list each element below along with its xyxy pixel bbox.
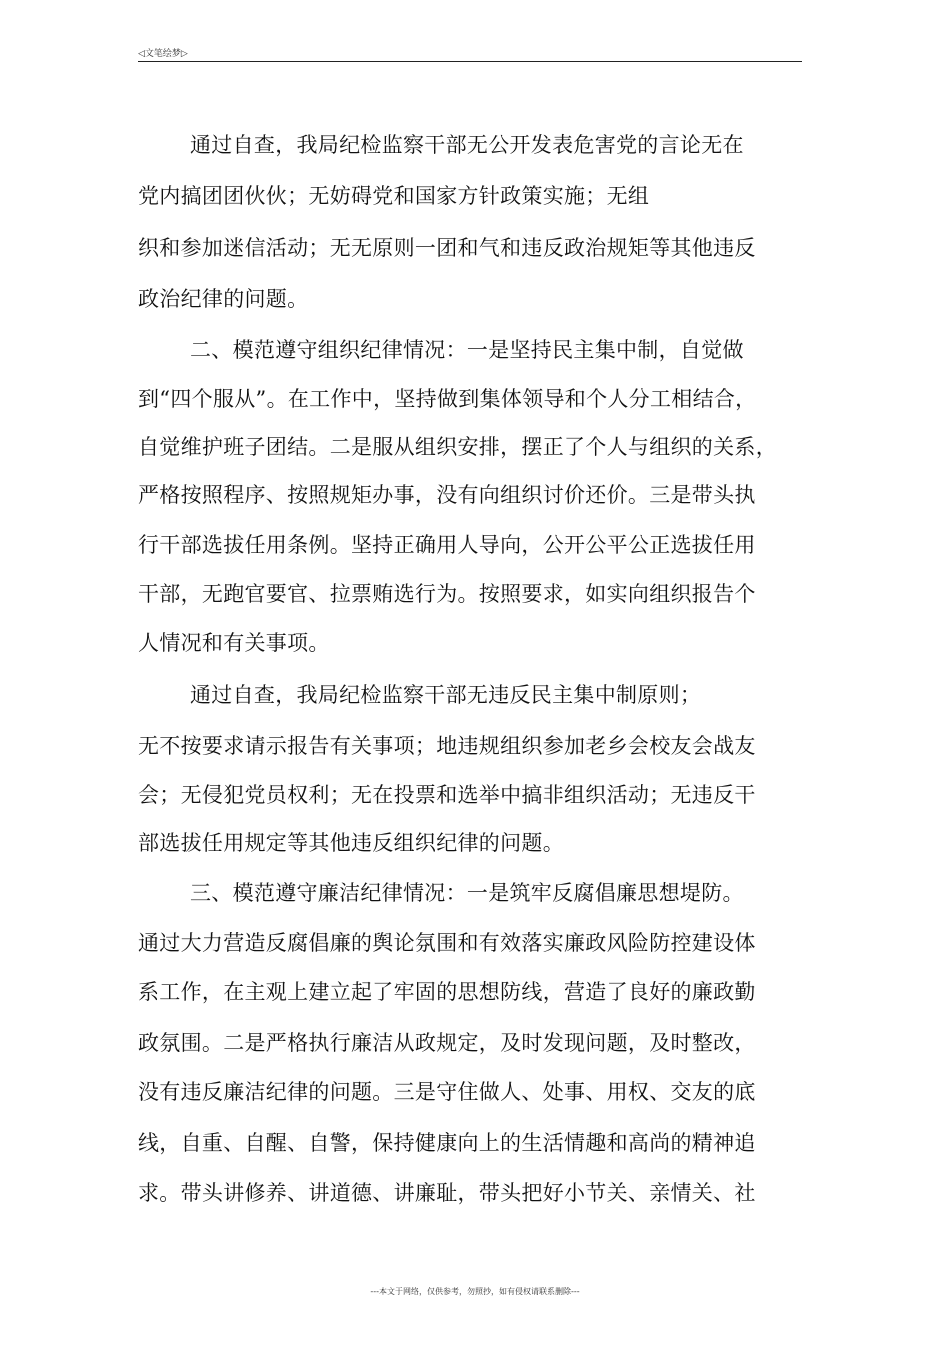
paragraph-4-line-7: 求。带头讲修养、讲道德、讲廉耻，带头把好小节关、亲情关、社 [138,1181,756,1205]
paragraph-1-line-3: 织和参加迷信活动；无无原则一团和气和违反政治规矩等其他违反 [138,236,756,260]
paragraph-4-line-4: 政氛围。二是严格执行廉洁从政规定，及时发现问题，及时整改， [138,1031,756,1055]
paragraph-4-line-6: 线，自重、自醒、自警，保持健康向上的生活情趣和高尚的精神追 [138,1131,756,1155]
paragraph-2-line-5: 行干部选拔任用条例。坚持正确用人导向，公开公平公正选拔任用 [138,533,756,557]
footer-disclaimer: ---本文于网络，仅供参考，勿照抄，如有侵权请联系删除--- [370,1287,580,1296]
paragraph-1-line-4: 政治纪律的问题。 [138,287,309,311]
paragraph-2-line-7: 人情况和有关事项。 [138,631,330,655]
paragraph-4-line-1: 三、模范遵守廉洁纪律情况：一是筑牢反腐倡廉思想堤防。 [190,881,744,905]
paragraph-1-line-2: 党内搞团团伙伙；无妨碍党和国家方针政策实施；无组 [138,184,650,208]
paragraph-3-line-1: 通过自查，我局纪检监察干部无违反民主集中制原则； [190,683,702,707]
paragraph-2-line-4: 严格按照程序、按照规矩办事，没有向组织讨价还价。三是带头执 [138,483,756,507]
paragraph-3-line-4: 部选拔任用规定等其他违反组织纪律的问题。 [138,831,564,855]
paragraph-2-line-6: 干部，无跑官要官、拉票贿选行为。按照要求，如实向组织报告个 [138,582,756,606]
paragraph-2-line-1: 二、模范遵守组织纪律情况：一是坚持民主集中制，自觉做 [190,338,744,362]
paragraph-4-line-5: 没有违反廉洁纪律的问题。三是守住做人、处事、用权、交友的底 [138,1080,756,1104]
paragraph-3-line-3: 会；无侵犯党员权利；无在投票和选举中搞非组织活动；无违反干 [138,783,756,807]
paragraph-2-line-2: 到“四个服从”。在工作中，坚持做到集体领导和个人分工相结合， [138,387,757,411]
paragraph-2-line-3: 自觉维护班子团结。二是服从组织安排，摆正了个人与组织的关系， [138,435,777,459]
paragraph-4-line-3: 系工作，在主观上建立起了牢固的思想防线，营造了良好的廉政勤 [138,980,756,1004]
header-divider [138,61,802,62]
paragraph-3-line-2: 无不按要求请示报告有关事项；地违规组织参加老乡会校友会战友 [138,734,756,758]
document-header-label: ◁文笔绘梦▷ [138,49,188,59]
paragraph-4-line-2: 通过大力营造反腐倡廉的舆论氛围和有效落实廉政风险防控建设体 [138,931,756,955]
paragraph-1-line-1: 通过自查，我局纪检监察干部无公开发表危害党的言论无在 [190,133,744,157]
